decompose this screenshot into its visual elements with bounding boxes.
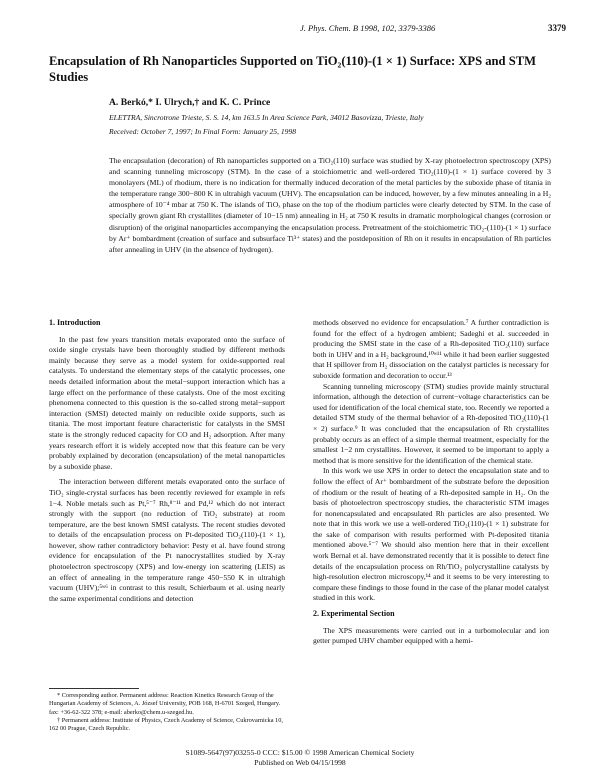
paper-title: Encapsulation of Rh Nanoparticles Supported on TiO₂(110)-(1 × 1) Surface: XPS and STM Studies xyxy=(49,54,537,84)
abstract: The encapsulation (decoration) of Rh nanoparticles supported on a TiO₂(110) surface was studied by X-ray photoelectron spectroscopy (XPS) and scanning tunneling microscopy (STM). In the case of a stoichiometric and well-ordered TiO₂(110)-(1 × 1) surface covered by 3 monolayers (ML) of rhodium, there is no indication for thermally induced decoration of the metal particles by the suboxide phase of titania in the temperature range 300−800 K in ultrahigh vacuum (UHV). The encapsulation can be induced, however, by a few minutes annealing in a H₂ atmosphere of 10⁻⁴ mbar at 750 K. The islands of TiOₓ phase on the top of the rhodium particles were clearly detected by STM. In the case of specially grown giant Rh crystallites (diameter of 10−15 nm) annealing in H₂ at 750 K results in dramatic morphological changes (corrosion or disruption) of the original nanoparticles accompanying the encapsulation process. Pretreatment of the stoichiometric TiO₂-(110)-(1 × 1) surface by Ar⁺ bombardment (creation of surface and subsurface Ti³⁺ states) and the postdeposition of Rh on it results in encapsulation of Rh particles after annealing in UHV (in the absence of hydrogen). xyxy=(109,156,551,254)
introduction-heading: 1. Introduction xyxy=(49,318,101,327)
intro-paragraph-3: methods observed no evidence for encapsulation.⁷ A further contradiction is found for the effect of a hydrogen ambient; Sadeghi et al. succeeded in producing the SMSI state in the case of a Rh-deposited TiO₂(110) surface both in UHV and in a H₂ background,¹⁰ʷ¹¹ while it had been earlier suggested that H spillover from H₂ dissociation on the catalyst particles is necessary for suboxide formation and decoration to occur.¹³ xyxy=(313,318,549,380)
intro-paragraph-2: The interaction between different metals evaporated onto the surface of TiO₂ single-crystal surfaces has been recently reviewed for example in refs 1−4. Noble metals such as Pt,⁵⁻⁷ Rh,⁸⁻¹¹ and Pd,¹² which do not interact strongly with the support (no reduction of TiO₂ substrate) at room temperature, are the best known SMSI catalysts. The recent studies devoted to details of the encapsulation process on Pt-deposited TiO₂(110)-(1 × 1), however, show rather contradictory behavior: Pesty et al. have found strong evidence for encapsulation of the Pt nanocrystallites studied by X-ray photoelectron spectroscopy (XPS) and low-energy ion scattering (LEIS) as an effect of annealing in the temperature range 450−550 K in ultrahigh vacuum (UHV);⁵ʷ⁶ in contrast to this result, Schierbaum et al. using nearly the same experimental conditions and detection xyxy=(49,477,285,603)
journal-header: J. Phys. Chem. B 1998, 102, 3379-3386 xyxy=(300,23,436,33)
page-footer xyxy=(0,748,600,768)
footnote-permanent-address: † Permanent address: Institute of Physics, Czech Academy of Science, Cukrovarnicka 10, 162 00 Prague, Czech Republic. xyxy=(49,716,283,733)
received-dates: Received: October 7, 1997; In Final Form: January 25, 1998 xyxy=(109,127,297,136)
footnote-corresponding-author: * Corresponding author. Permanent address: Reaction Kinetics Research Group of the Hungarian Academy of Sciences, A. József University, POB 168, H-6701 Szeged, Hungary. fax: +36-62-322 378; e-mail: aberko@chem.u-szeged.hu. xyxy=(49,692,281,716)
right-column xyxy=(313,318,549,647)
authors: A. Berkó,* I. Ulrych,† and K. C. Prince xyxy=(109,97,271,108)
footer-copyright: S1089-5647(97)03255-0 CCC: $15.00 © 1998 American Chemical Society xyxy=(185,748,415,757)
intro-paragraph-5: In this work we use XPS in order to detect the encapsulation state and to follow the effect of Ar⁺ bombardment of the substrate before the deposition of rhodium or the result of heating of a Rh-deposited sample in H₂. On the basis of photoelectron spectroscopy studies, the characteristic STM images for nonencapsulated and encapsulated Rh particles are also presented. We note that in this work we use a well-ordered TiO₂(110)-(1 × 1) substrate for the sake of comparison with results performed with Pt-deposited titania mentioned above.⁵⁻⁷ We should also mention here that in their excellent work Bernal et al. have demonstrated recently that it is possible to detect fine details of the encapsulation process on Rh/TiO₂ polycrystalline catalysts by high-resolution electron microscopy,¹⁴ and it seems to be very interesting to compare these findings to those found in the case of the planar model catalyst studied in this work. xyxy=(313,466,549,603)
left-column xyxy=(49,318,285,604)
footer-published: Published on Web 04/15/1998 xyxy=(254,758,346,767)
affiliation: ELETTRA, Sincrotrone Trieste, S. S. 14, km 163.5 In Area Science Park, 34012 Basovizza, Trieste, Italy xyxy=(109,113,424,122)
intro-paragraph-1: In the past few years transition metals evaporated onto the surface of oxide single crystals have been thoroughly studied by different methods mainly because they serve as a model system for oxide-supported real catalysts. To understand the elementary steps of the catalytic processes, one needs detailed information about the metal−support interaction which has a large effect on the performance of these catalysts. One of the most exciting phenomena connected to this question is the so-called strong metal−support interaction (SMSI) detected mainly on reducible oxide supports, such as titania. The most important feature characteristic for catalysts in the SMSI state is the strongly reduced capacity for CO and H₂ adsorption. After many years research effort it is widely accepted now that this feature can be very probably explained by decoration (encapsulation) of the metal nanoparticles by a suboxide phase. xyxy=(49,334,285,471)
footnotes xyxy=(49,692,285,733)
experimental-paragraph-1: The XPS measurements were carried out in a turbomolecular and ion getter pumped UHV chamber equipped with a hemi- xyxy=(313,625,549,646)
footnote-divider xyxy=(49,688,139,689)
page-number: 3379 xyxy=(548,23,566,33)
intro-paragraph-4: Scanning tunneling microscopy (STM) studies provide mainly structural information, although the detection of current−voltage characteristics can be used for identification of the local chemical state, too. Recently we reported a detailed STM study of the thermal behavior of a Rh-deposited TiO₂(110)-(1 × 2) surface.⁹ It was concluded that the encapsulation of Rh crystallites probably occurs as an effect of a simple thermal treatment, especially for the smallest 1−2 nm crystallites. However, it seemed to be important to apply a method that is more sensitive for the identification of the chemical state. xyxy=(313,381,549,465)
experimental-heading: 2. Experimental Section xyxy=(313,609,395,619)
